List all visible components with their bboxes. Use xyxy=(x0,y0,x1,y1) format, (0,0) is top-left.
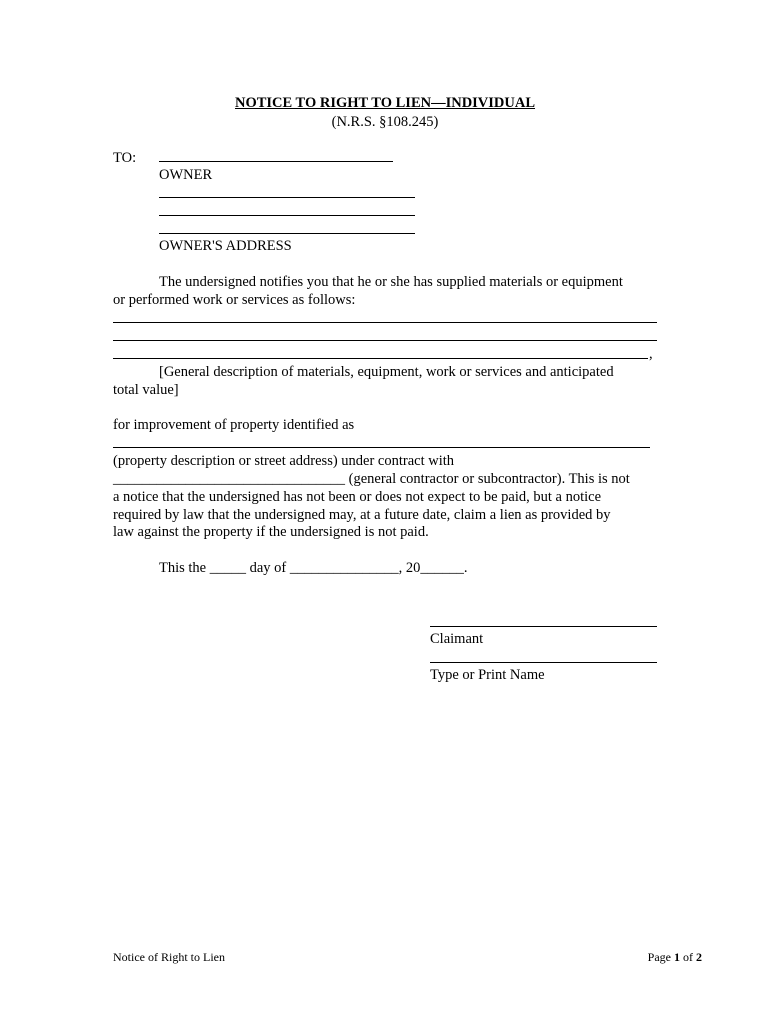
owner-address-line-2[interactable] xyxy=(159,215,415,216)
notice-text-line-3: law against the property if the undersigned is not paid. xyxy=(113,524,429,540)
owner-address-label: OWNER'S ADDRESS xyxy=(159,238,292,254)
print-name-label: Type or Print Name xyxy=(430,667,545,683)
statute-citation: (N.R.S. §108.245) xyxy=(331,114,439,130)
print-name-line[interactable] xyxy=(430,662,657,663)
notice-text-line-2: required by law that the undersigned may, at a future date, claim a lien as provided by xyxy=(113,507,611,523)
intro-text-line-1: The undersigned notifies you that he or she has supplied materials or equipment xyxy=(159,274,623,290)
description-caption-line-1: [General description of materials, equipment, work or services and anticipated xyxy=(159,364,614,380)
owner-label: OWNER xyxy=(159,167,213,183)
improvement-label: for improvement of property identified as xyxy=(113,417,355,433)
description-line-3[interactable] xyxy=(113,358,648,359)
claimant-signature-line[interactable] xyxy=(430,626,657,627)
description-line-2[interactable] xyxy=(113,340,657,341)
owner-address-line-3[interactable] xyxy=(159,233,415,234)
footer-document-name: Notice of Right to Lien xyxy=(113,950,225,964)
contractor-caption: (general contractor or subcontractor). This is not xyxy=(345,471,630,487)
notice-text-line-1: a notice that the undersigned has not been or does not expect to be paid, but a notice xyxy=(113,489,602,505)
description-line-1[interactable] xyxy=(113,322,657,323)
to-label: TO: xyxy=(113,150,137,166)
contractor-line xyxy=(113,470,630,488)
claimant-label: Claimant xyxy=(430,631,484,647)
footer-page-number: Page 1 of 2 xyxy=(647,950,702,964)
contractor-blank[interactable]: ________________________________ xyxy=(113,471,345,487)
date-line: This the _____ day of _______________, 20______. xyxy=(159,560,468,576)
owner-address-line-1[interactable] xyxy=(159,197,415,198)
description-comma: , xyxy=(649,346,653,362)
document-title: NOTICE TO RIGHT TO LIEN—INDIVIDUAL xyxy=(234,95,536,111)
property-line[interactable] xyxy=(113,447,650,448)
intro-text-line-2: or performed work or services as follows: xyxy=(113,292,356,308)
description-caption-line-2: total value] xyxy=(113,382,179,398)
property-caption: (property description or street address) under contract with xyxy=(113,453,455,469)
owner-name-line[interactable] xyxy=(159,161,393,162)
